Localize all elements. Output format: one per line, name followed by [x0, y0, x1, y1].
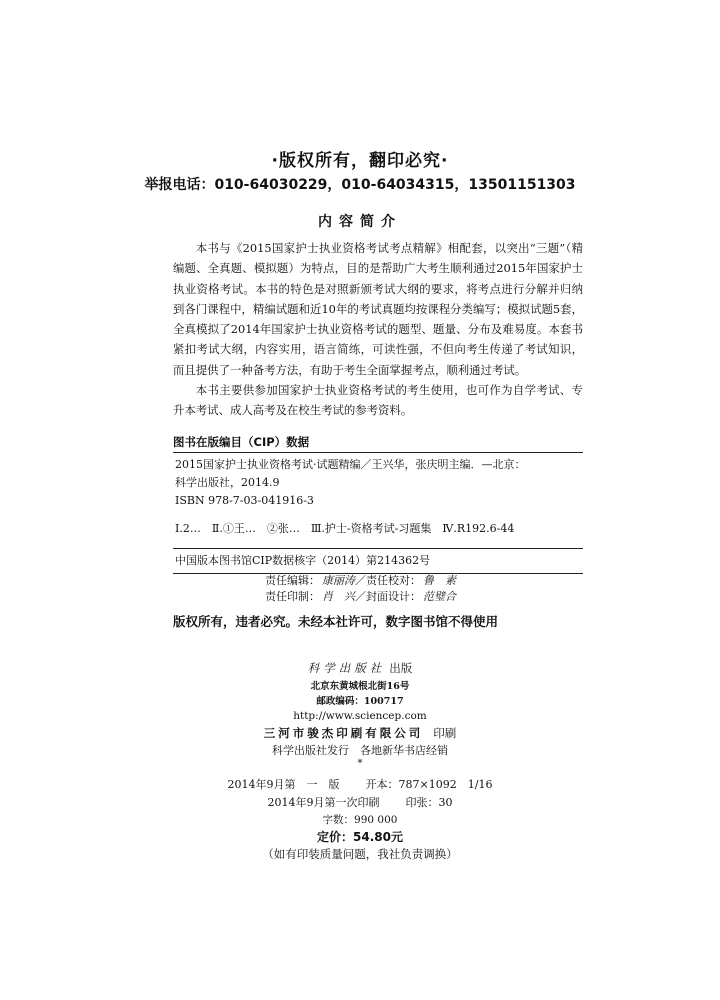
staff-row-editors: [265, 572, 456, 588]
printing-line: [0, 794, 720, 810]
printer-name: 三河市骏杰印刷有限公司: [263, 726, 424, 740]
publisher-line: [0, 660, 720, 676]
cip-line: 科学出版社，2014.9: [175, 476, 280, 489]
distribution-line: 科学出版社发行 各地新华书店经销: [272, 744, 448, 757]
cip-classification: Ⅰ.2… Ⅱ.①王… ②张… Ⅲ.护士-资格考试-习题集 Ⅳ.R192.6-44: [175, 522, 515, 535]
cip-title: 图书在版编目（CIP）数据: [173, 435, 310, 449]
printer-line: [0, 725, 720, 741]
cip-line: 2015国家护士执业资格考试·试题精编／王兴华，张庆明主编．—北京：: [175, 458, 526, 471]
first-edition: 2014年9月第 一 版: [227, 778, 340, 791]
proofreader-label: ／责任校对：: [355, 574, 421, 587]
edition-line: [0, 776, 720, 792]
print-sheets: 印张：30: [405, 796, 453, 809]
printing-name: 肖 兴: [322, 590, 355, 603]
price: 定价：54.80元: [317, 830, 403, 844]
report-hotline: 举报电话：010-64030229，010-64034315，13501151303: [144, 177, 576, 193]
publisher-name: 科学出版社: [307, 661, 386, 675]
editor-label: 责任编辑：: [265, 574, 320, 587]
cover-name: 范璧合: [423, 590, 456, 603]
publisher-address: 北京东黄城根北街16号: [310, 681, 410, 692]
quality-notice: （如有印装质量问题，我社负责调换）: [262, 847, 458, 861]
staff-row-production: [265, 588, 456, 604]
publisher-postcode: 邮政编码：100717: [316, 696, 404, 707]
intro-paragraph: 本书与《2015国家护士执业资格考试考点精解》相配套，以突出“三题”（精编题、全真题、模拟题）为特点，目的是帮助广大考生顺利通过2015年国家护士执业资格考试。本书的特色是对照新颁考试大纲的要求，将考点进行分解并归纳到各门课程中，精编试题和近10年的考试真题均按课程分类编写；模拟试题5套，全真模拟了2014年国家护士执业资格考试的题型、题量、分布及难易度。本套书紧扣考试大纲，内容实用，语言简练，可读性强，不但向考生传递了考试知识，而且提供了一种备考方法，有助于考生全面掌握考点，顺利通过考试。: [173, 241, 583, 377]
cip-isbn: ISBN 978-7-03-041916-3: [175, 494, 314, 507]
cip-number: 中国版本图书馆CIP数据核字（2014）第214362号: [173, 548, 583, 573]
rights-statement: 版权所有，违者必究。未经本社许可，数字图书馆不得使用: [173, 614, 499, 629]
editor-name: 康丽涛: [322, 574, 355, 587]
intro-paragraph: 本书主要供参加国家护士执业资格考试的考生使用，也可作为自学考试、专升本考试、成人高考及在校生考试的参考资料。: [173, 383, 583, 418]
printer-suffix: 印刷: [433, 726, 457, 740]
book-format: 开本：787×1092 1/16: [365, 778, 493, 791]
intro-body: [173, 238, 583, 421]
cip-block: [173, 452, 583, 574]
cover-label: ／封面设计：: [355, 590, 421, 603]
intro-title: 内容简介: [318, 214, 402, 230]
first-printing: 2014年9月第一次印刷: [267, 796, 380, 809]
separator-mark: *: [357, 758, 363, 769]
copyright-notice: ·版权所有，翻印必究·: [271, 151, 449, 171]
publisher-url: http://www.sciencep.com: [293, 710, 427, 722]
printing-label: 责任印制：: [265, 590, 320, 603]
proofreader-name: 鲁 素: [423, 574, 456, 587]
publisher-suffix: 出版: [389, 661, 413, 675]
word-count: 字数：990 000: [322, 814, 398, 826]
